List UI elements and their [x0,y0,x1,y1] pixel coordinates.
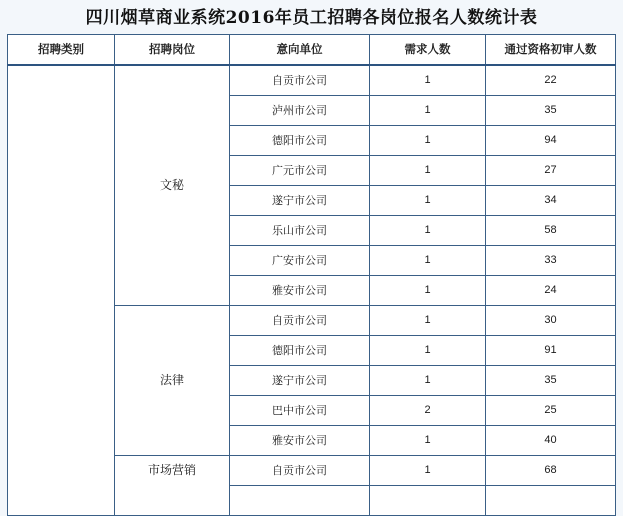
unit-cell: 德阳市公司 [230,336,370,366]
passed-cell: 35 [486,96,616,126]
passed-cell: 68 [486,456,616,486]
position-legal: 法律 [115,306,230,456]
passed-cell: 24 [486,276,616,306]
passed-cell: 27 [486,156,616,186]
unit-cell: 自贡市公司 [230,306,370,336]
passed-cell: 91 [486,336,616,366]
passed-cell: 40 [486,426,616,456]
page-title: 四川烟草商业系统2016年员工招聘各岗位报名人数统计表 [85,8,538,28]
unit-cell: 巴中市公司 [230,396,370,426]
recruitment-statistics-table [7,34,616,516]
demand-cell: 2 [370,396,486,426]
header-unit: 意向单位 [230,35,370,66]
position-secretary: 文秘 [115,65,230,306]
unit-cell: 自贡市公司 [230,456,370,486]
passed-cell: 94 [486,126,616,156]
passed-cell [486,486,616,516]
table-header-row [8,35,616,66]
demand-cell: 1 [370,65,486,96]
passed-cell: 34 [486,186,616,216]
category-cell [8,65,115,516]
unit-cell: 泸州市公司 [230,96,370,126]
passed-cell: 33 [486,246,616,276]
demand-cell: 1 [370,456,486,486]
table-row [8,65,616,96]
unit-cell: 德阳市公司 [230,126,370,156]
demand-cell: 1 [370,216,486,246]
demand-cell: 1 [370,246,486,276]
unit-cell: 雅安市公司 [230,276,370,306]
unit-cell: 雅安市公司 [230,426,370,456]
header-position: 招聘岗位 [115,35,230,66]
unit-cell [230,486,370,516]
demand-cell: 1 [370,426,486,456]
unit-cell: 乐山市公司 [230,216,370,246]
unit-cell: 遂宁市公司 [230,186,370,216]
demand-cell: 1 [370,96,486,126]
passed-cell: 35 [486,366,616,396]
demand-cell: 1 [370,336,486,366]
demand-cell: 1 [370,126,486,156]
passed-cell: 30 [486,306,616,336]
passed-cell: 22 [486,65,616,96]
header-demand: 需求人数 [370,35,486,66]
unit-cell: 自贡市公司 [230,65,370,96]
unit-cell: 广安市公司 [230,246,370,276]
demand-cell: 1 [370,276,486,306]
demand-cell [370,486,486,516]
demand-cell: 1 [370,366,486,396]
passed-cell: 25 [486,396,616,426]
demand-cell: 1 [370,156,486,186]
demand-cell: 1 [370,306,486,336]
position-marketing: 市场营销 [115,456,230,516]
header-category: 招聘类别 [8,35,115,66]
header-passed: 通过资格初审人数 [486,35,616,66]
demand-cell: 1 [370,186,486,216]
unit-cell: 广元市公司 [230,156,370,186]
unit-cell: 遂宁市公司 [230,366,370,396]
passed-cell: 58 [486,216,616,246]
